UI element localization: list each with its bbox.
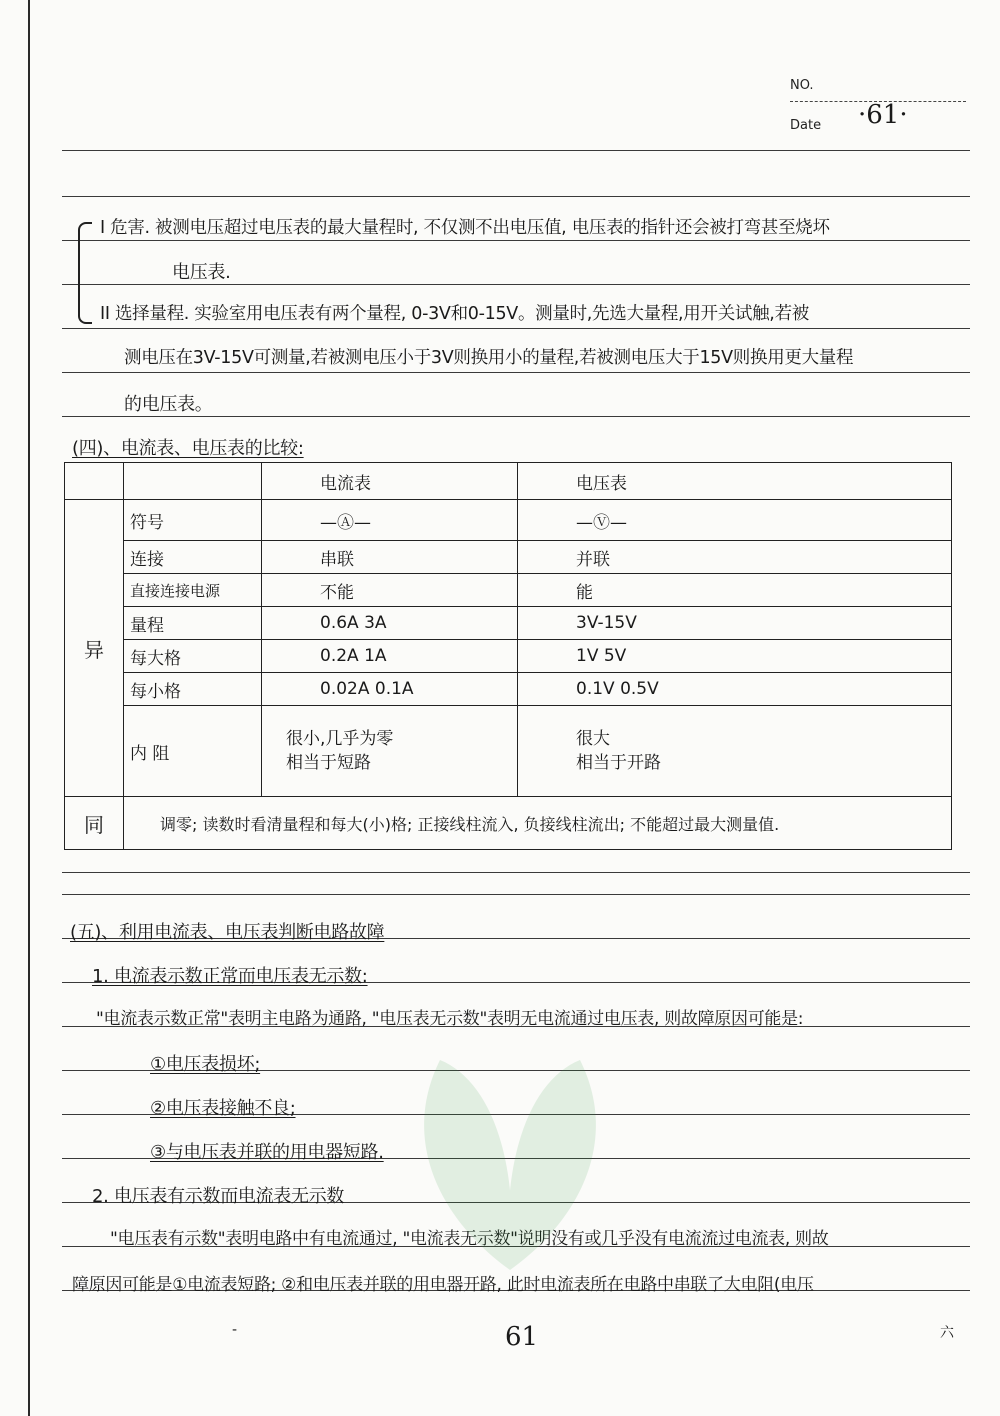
fault-case1-item-1: ①电压表损坏;	[150, 1054, 261, 1075]
fault-case1-title: 1. 电流表示数正常而电压表无示数:	[92, 966, 368, 987]
row-label: 直接连接电源	[124, 574, 262, 607]
fault-case2-title: 2. 电压表有示数而电流表无示数	[92, 1186, 345, 1207]
header-ammeter: 电流表	[262, 463, 518, 500]
leaf-watermark-icon	[380, 1020, 640, 1290]
comparison-table	[64, 462, 952, 850]
ruled-line	[62, 328, 970, 329]
date-value: ·61·	[858, 100, 908, 130]
ammeter-value: 0.6A 3A	[262, 607, 518, 640]
fault-case1-item-2: ②电压表接触不良;	[150, 1098, 296, 1119]
notebook-margin-line	[28, 0, 30, 1416]
table-row-same	[65, 797, 952, 850]
table-corner-cell	[124, 463, 262, 500]
voltmeter-resistance-line-2: 相当于开路	[576, 753, 661, 773]
page-number: 61	[505, 1322, 539, 1352]
ammeter-value: 串联	[262, 541, 518, 574]
group-diff-label: 异	[65, 500, 124, 797]
table-row	[65, 541, 952, 574]
ammeter-value: 0.2A 1A	[262, 640, 518, 673]
table-row	[65, 706, 952, 797]
row-label: 量程	[124, 607, 262, 640]
header-voltmeter: 电压表	[518, 463, 952, 500]
curly-brace	[78, 222, 92, 324]
row-label: 每小格	[124, 673, 262, 706]
row-label: 每大格	[124, 640, 262, 673]
row-label: 连接	[124, 541, 262, 574]
ruled-line	[62, 872, 970, 873]
fault-case1-text: "电流表示数正常"表明主电路为通路, "电压表无示数"表明无电流通过电压表, 则故障原因可能是:	[96, 1009, 804, 1029]
table-corner-cell	[65, 463, 124, 500]
fault-heading: (五)、利用电流表、电压表判断电路故障	[70, 922, 385, 943]
table-row	[65, 500, 952, 541]
voltmeter-value: 能	[518, 574, 952, 607]
fault-case2-text-2: 障原因可能是①电流表短路; ②和电压表并联的用电器开路, 此时电流表所在电路中串联了大电阻(电压	[72, 1275, 814, 1295]
fault-case1-item-3: ③与电压表并联的用电器短路.	[150, 1142, 384, 1163]
ammeter-resistance	[262, 706, 518, 797]
compare-heading: (四)、电流表、电压表的比较:	[72, 438, 304, 459]
ammeter-symbol: —Ⓐ—	[262, 500, 518, 541]
table-row	[65, 607, 952, 640]
date-label: Date	[790, 118, 822, 133]
range-line-2: 测电压在3V-15V可测量,若被测电压小于3V则换用小的量程,若被测电压大于15V则换用更大量程	[124, 348, 854, 368]
group-same-label: 同	[65, 797, 124, 850]
ammeter-resistance-line-1: 很小,几乎为零	[286, 729, 394, 749]
voltmeter-value: 0.1V 0.5V	[518, 673, 952, 706]
ammeter-resistance-line-2: 相当于短路	[286, 753, 371, 773]
range-line-3: 的电压表。	[124, 394, 213, 415]
voltmeter-value: 3V-15V	[518, 607, 952, 640]
ruled-line	[62, 150, 970, 151]
footer-dash: -	[232, 1322, 238, 1338]
ammeter-value: 不能	[262, 574, 518, 607]
table-row	[65, 640, 952, 673]
row-label: 内 阻	[124, 706, 262, 797]
same-text: 调零; 读数时看清量程和每大(小)格; 正接线柱流入, 负接线柱流出; 不能超过最大测量值.	[124, 797, 952, 850]
table-header-row	[65, 463, 952, 500]
corner-mark: 六	[940, 1325, 954, 1341]
ruled-line	[62, 372, 970, 373]
danger-line-2: 电压表.	[172, 262, 231, 283]
no-label: NO.	[790, 78, 814, 93]
ruled-line	[62, 196, 970, 197]
voltmeter-resistance-line-1: 很大	[576, 729, 610, 749]
voltmeter-value: 1V 5V	[518, 640, 952, 673]
table-row	[65, 673, 952, 706]
danger-line-1: I 危害. 被测电压超过电压表的最大量程时, 不仅测不出电压值, 电压表的指针还会被打弯甚至烧坏	[100, 218, 830, 238]
ruled-line	[62, 240, 970, 241]
voltmeter-resistance	[518, 706, 952, 797]
ruled-line	[62, 284, 970, 285]
range-line-1: II 选择量程. 实验室用电压表有两个量程, 0-3V和0-15V。测量时,先选大量程,用开关试触,若被	[100, 304, 809, 324]
voltmeter-symbol: —Ⓥ—	[518, 500, 952, 541]
ruled-line	[62, 416, 970, 417]
voltmeter-value: 并联	[518, 541, 952, 574]
row-label: 符号	[124, 500, 262, 541]
ammeter-value: 0.02A 0.1A	[262, 673, 518, 706]
ruled-line	[62, 894, 970, 895]
fault-case2-text-1: "电压表有示数"表明电路中有电流通过, "电流表无示数"说明没有或几乎没有电流流过电流表, 则故	[110, 1229, 829, 1249]
table-row	[65, 574, 952, 607]
